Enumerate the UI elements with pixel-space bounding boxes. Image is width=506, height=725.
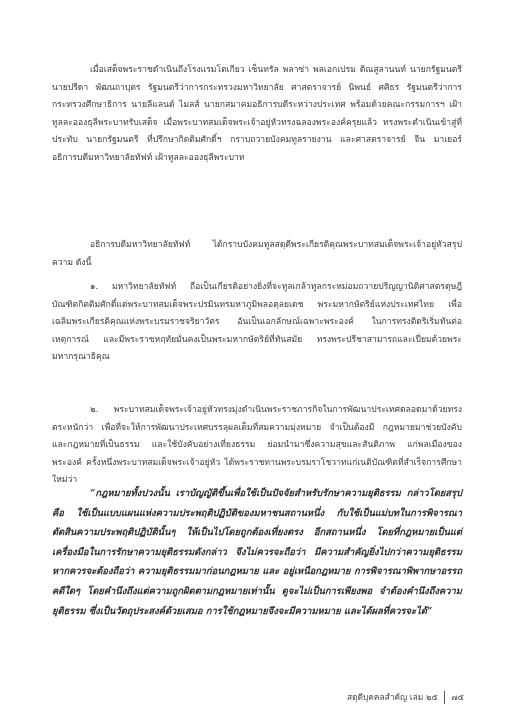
- royal-quote: “กฎหมายทั้งปวงนั้น เราบัญญัติขึ้นเพื่อใช้เป็นปัจจัยสำหรับรักษาความยุติธรรม กล่าวโดยสรุปคือ ใช้เป็นแบบแผนแห่งความประพฤติปฏิบัติของมหาชนสถานหนึ่ง กับใช้เป็นแม่บทในการพิจารณาตัดสินความประพฤติปฏิบัตินั้นๆ ให้เป็นไปโดยถูกต้องเที่ยงตรง อีกสถานหนึ่ง โดยที่กฎหมายเป็นแต่เครื่องมือในการรักษาความยุติธรรมดังกล่าว จึงไม่ควรจะถือว่า มีความสำคัญยิ่งไปกว่าความยุติธรรม หากควรจะต้องถือว่า ความยุติธรรมมาก่อนกฎหมาย และ อยู่เหนือกฎหมาย การพิจารณาพิพากษาอรรถคดีใดๆ โดยคำนึงถึงแต่ความถูกผิดตามกฎหมายเท่านั้น ดูจะไม่เป็นการเพียงพอ จำต้องคำนึงถึงความยุติธรรม ซึ่งเป็นวัตถุประสงค์ด้วยเสมอ การใช้กฎหมายจึงจะมีความหมาย และได้ผลที่ควรจะได้”: [52, 488, 462, 617]
- publication-title: สดุดีบุคคลสำคัญ เล่ม ๒๕: [346, 692, 438, 702]
- page-number: ๗๕: [451, 692, 464, 702]
- paragraph-point-1: ๑. มหาวิทยาลัยทัฟท์ ถือเป็นเกียรติอย่างยิ่งที่จะทูลเกล้าทูลกระหม่อมถวายปริญญานิติศาสตรดุษฎีบัณฑิตกิตติมศักดิ์แด่พระบาทสมเด็จพระปรมินทรมหาภูมิพลอดุลยเดช พระมหากษัตริย์แห่งประเทศไทย เพื่อเฉลิมพระเกียรติคุณแห่งพระบรมราชจริยาวัตร อันเป็นเอกลักษณ์เฉพาะพระองค์ ในการทรงติดริเริ่มทันต่อเหตุการณ์ และมีพระราชหฤทัยมั่นคงเป็นพระมหากษัตริย์ที่ทันสมัย ทรงพระปรีชาสามารถและเปี่ยมด้วยพระมหากรุณาธิคุณ: [52, 282, 462, 363]
- page-footer: [347, 690, 464, 704]
- paragraph-point-2: ๒. พระบาทสมเด็จพระเจ้าอยู่หัวทรงมุ่งดำเนินพระราชภารกิจในการพัฒนาประเทศตลอดมาด้วยทรงตระหนักว่า เพื่อที่จะให้การพัฒนาประเทศบรรลุผลเต็มที่สมความมุ่งหมาย จำเป็นต้องมี กฎหมายมาช่วยบังคับ และกฎหมายที่เป็นธรรม และใช้บังคับอย่างเที่ยงธรรม ย่อมนำมาซึ่งความสุขและสันติภาพ แก่พลเมืองของพระองค์ ครั้งหนึ่งพระบาทสมเด็จพระเจ้าอยู่หัว ได้พระราชทานพระบรมราโชวาทแก่เนติบัณฑิตที่สำเร็จการศึกษาใหม่ว่า: [52, 405, 462, 486]
- footer-divider: [444, 691, 446, 704]
- paragraph-reception: เมื่อเสด็จพระราชดำเนินถึงโรงแรมโตเกียว เซ็นทรัล พลาซ่า พลเอกเปรม ติณสูลานนท์ นายกรัฐมนตรี นายปรีดา พัฒนถาบุตร รัฐมนตรีว่าการกระทรวงมหาวิทยาลัย ศาสตราจารย์ นิพนธ์ ศศิธร รัฐมนตรีว่าการกระทรวงศึกษาธิการ นายลีแลนด์ ไมลส์ นายกสมาคมอธิการบดีระหว่างประเทศ พร้อมด้วยคณะกรรมการฯ เฝ้าทูลละอองธุลีพระบาทรับเสด็จ เมื่อพระบาทสมเด็จพระเจ้าอยู่หัวทรงฉลองพระองค์ครุยแล้ว ทรงพระดำเนินเข้าสู่ที่ประทับ นายกรัฐมนตรี ที่ปรึกษากิตติมศักดิ์ฯ กราบถวายบังคมทูลรายงาน และศาสตราจารย์ จีน มาเยอร์ อธิการบดีมหาวิทยาลัยทัฟท์ เฝ้าทูลละอองธุลีพระบาท: [52, 65, 462, 163]
- paragraph-tribute-intro: อธิการบดีมหาวิทยาลัยทัฟท์ ได้กราบบังคมทูลสดุดีพระเกียรติคุณพระบาทสมเด็จพระเจ้าอยู่หัวสรุปความ ดังนี้: [52, 240, 462, 268]
